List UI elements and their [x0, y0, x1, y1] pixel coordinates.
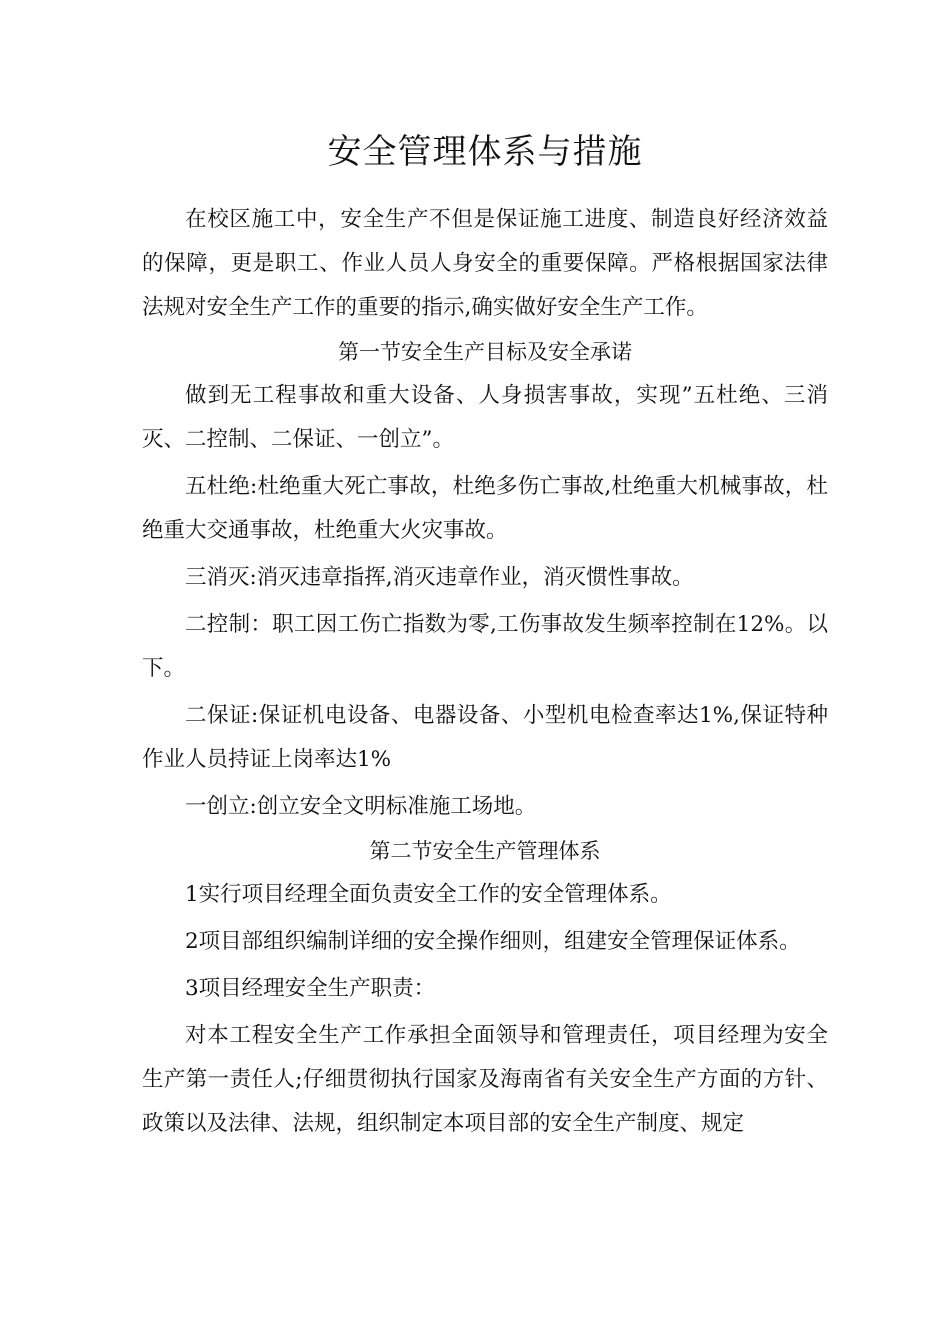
paragraph-two-controls: 二控制：职工因工伤亡指数为零,工伤事故发生频率控制在12%。以下。 [142, 612, 828, 681]
document-page [142, 128, 828, 1146]
paragraph-safety-goal: 做到无工程事故和重大设备、人身损害事故，实现”五杜绝、三消灭、二控制、二保证、一创立”。 [142, 383, 828, 452]
paragraph-one-creation: 一创立:创立安全文明标准施工场地。 [185, 794, 537, 819]
section-heading-2: 第二节安全生产管理体系 [369, 839, 601, 863]
paragraph-intro: 在校区施工中，安全生产不但是保证施工进度、制造良好经济效益的保障，更是职工、作业人员人身安全的重要保障。严格根据国家法律法规对安全生产工作的重要的指示,确实做好安全生产工作。 [142, 207, 828, 320]
paragraph-item-2: 2项目部组织编制详细的安全操作细则，组建安全管理保证体系。 [185, 929, 801, 954]
paragraph-three-eliminations: 三消灭:消灭违章指挥,消灭违章作业，消灭惯性事故。 [185, 565, 694, 590]
paragraph-item-1: 1实行项目经理全面负责安全工作的安全管理体系。 [185, 882, 672, 907]
document-title: 安全管理体系与措施 [327, 132, 643, 172]
paragraph-five-eliminations: 五杜绝:杜绝重大死亡事故，杜绝多伤亡事故,杜绝重大机械事故，杜绝重大交通事故，杜绝重大火灾事故。 [142, 474, 828, 543]
section-heading-1: 第一节安全生产目标及安全承诺 [338, 340, 632, 364]
paragraph-two-guarantees: 二保证:保证机电设备、电器设备、小型机电检查率达1%,保证特种作业人员持证上岗率达1% [142, 703, 828, 772]
paragraph-item-3: 3项目经理安全生产职责： [185, 976, 436, 1001]
paragraph-manager-duties: 对本工程安全生产工作承担全面领导和管理责任，项目经理为安全生产第一责任人;仔细贯彻执行国家及海南省有关安全生产方面的方针、政策以及法律、法规，组织制定本项目部的安全生产制度、规定 [142, 1023, 828, 1136]
